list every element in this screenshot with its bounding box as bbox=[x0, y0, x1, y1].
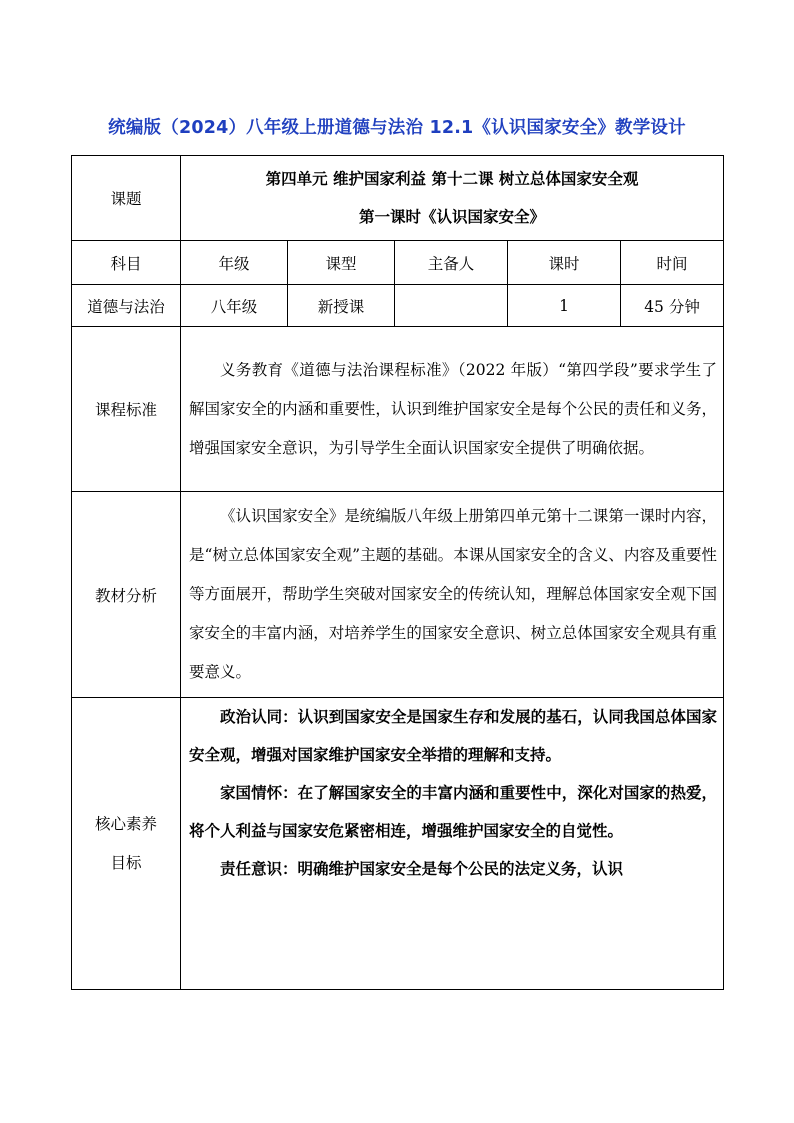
analysis-label: 教材分析 bbox=[72, 492, 181, 698]
standard-text: 义务教育《道德与法治课程标准》（2022 年版）“第四学段”要求学生了解国家安全的内涵和重要性，认识到维护国家安全是每个公民的责任和义务，增强国家安全意识，为引导学生全面认识国家安全提供了明确依据。 bbox=[189, 360, 718, 457]
topic-cell bbox=[181, 156, 724, 241]
analysis-text: 《认识国家安全》是统编版八年级上册第四单元第十二课第一课时内容，是“树立总体国家安全观”主题的基础。本课从国家安全的含义、内容及重要性等方面展开，帮助学生突破对国家安全的传统认知，理解总体国家安全观下国家安全的丰富内涵，对培养学生的国家安全意识、树立总体国家安全观具有重要意义。 bbox=[189, 507, 718, 681]
header-grade: 年级 bbox=[181, 241, 288, 285]
goals-label-line1: 核心素养 bbox=[94, 814, 157, 833]
goal-responsibility bbox=[181, 850, 723, 888]
topic-line-2: 第一课时《认识国家安全》 bbox=[359, 208, 546, 226]
header-time: 时间 bbox=[621, 241, 724, 285]
values-row bbox=[72, 285, 724, 327]
goal-responsibility-text: 明确维护国家安全是每个公民的法定义务，认识 bbox=[297, 860, 624, 878]
goals-label-line2: 目标 bbox=[110, 853, 142, 872]
value-time: 45 分钟 bbox=[621, 285, 724, 327]
header-row bbox=[72, 241, 724, 285]
goal-patriotism bbox=[181, 774, 723, 850]
header-preparer: 主备人 bbox=[395, 241, 508, 285]
goal-patriotism-text: 在了解国家安全的丰富内涵和重要性中，深化对国家的热爱，将个人利益与国家安危紧密相连，增强维护国家安全的自觉性。 bbox=[189, 784, 718, 840]
goals-cell bbox=[181, 698, 724, 990]
goal-political bbox=[181, 698, 723, 774]
analysis-row bbox=[72, 492, 724, 698]
goal-political-head: 政治认同： bbox=[220, 708, 298, 726]
topic-label: 课题 bbox=[72, 156, 181, 241]
goals-row bbox=[72, 698, 724, 990]
lesson-plan-table bbox=[71, 155, 724, 990]
topic-line-1: 第四单元 维护国家利益 第十二课 树立总体国家安全观 bbox=[265, 170, 639, 188]
goal-responsibility-head: 责任意识： bbox=[220, 860, 298, 878]
header-subject: 科目 bbox=[72, 241, 181, 285]
header-periods: 课时 bbox=[508, 241, 621, 285]
goal-political-text: 认识到国家安全是国家生存和发展的基石，认同我国总体国家安全观，增强对国家维护国家安全举措的理解和支持。 bbox=[189, 708, 718, 764]
goals-label bbox=[72, 698, 181, 990]
value-grade: 八年级 bbox=[181, 285, 288, 327]
topic-row bbox=[72, 156, 724, 241]
standard-label: 课程标准 bbox=[72, 327, 181, 492]
value-subject: 道德与法治 bbox=[72, 285, 181, 327]
analysis-cell bbox=[181, 492, 724, 698]
standard-row bbox=[72, 327, 724, 492]
value-lesson-type: 新授课 bbox=[288, 285, 395, 327]
goal-patriotism-head: 家国情怀： bbox=[220, 784, 298, 802]
value-preparer bbox=[395, 285, 508, 327]
standard-cell bbox=[181, 327, 724, 492]
document-title: 统编版（2024）八年级上册道德与法治 12.1《认识国家安全》教学设计 bbox=[108, 118, 686, 138]
value-periods: 1 bbox=[508, 285, 621, 327]
header-lesson-type: 课型 bbox=[288, 241, 395, 285]
